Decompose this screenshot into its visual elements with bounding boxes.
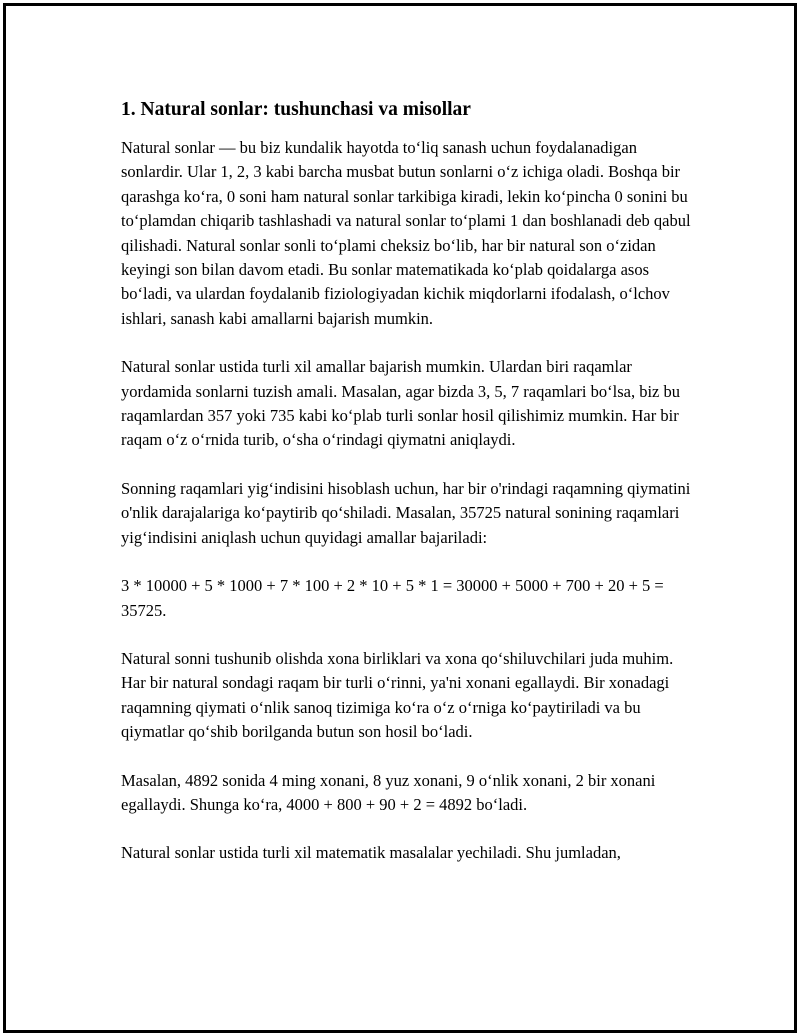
paragraph-problems: Natural sonlar ustida turli xil matematik masalalar yechiladi. Shu jumladan, [121,843,621,863]
paragraph-place-value: Natural sonni tushunib olishda xona birliklari va xona qo‘shiluvchilari juda muhim. Har bir natural sondagi raqam bir turli o‘rinni, ya'ni xonani egallaydi. Bir xonadagi raqamning qiymati o‘nlik sanoq tizimiga ko‘ra o‘z o‘rniga ko‘paytiriladi va bu qiymatlar qo‘shib borilganda butun son hosil bo‘ladi. [121,648,674,742]
paragraph-example: Masalan, 4892 sonida 4 ming xonani, 8 yuz xonani, 9 o‘nlik xonani, 2 bir xonani egallaydi. Shunga ko‘ra, 4000 + 800 + 90 + 2 = 4892 bo‘ladi. [121,770,656,814]
paragraph-digit-sum: Sonning raqamlari yig‘indisini hisoblash uchun, har bir o'rindagi raqamning qiymatini o'nlik darajalariga ko‘paytirib qo‘shiladi. Masalan, 35725 natural sonining raqamlari yig‘indisini aniqlash uchun quyidagi amallar bajariladi: [121,478,691,547]
paragraph-formula: 3 * 10000 + 5 * 1000 + 7 * 100 + 2 * 10 + 5 * 1 = 30000 + 5000 + 700 + 20 + 5 = 35725. [121,576,664,620]
paragraph-definition: Natural sonlar — bu biz kundalik hayotda to‘liq sanash uchun foydalanadigan sonlardir. Ular 1, 2, 3 kabi barcha musbat butun sonlarni o‘z ichiga oladi. Boshqa bir qarashga ko‘ra, 0 soni ham natural sonlar tarkibiga kiradi, lekin ko‘pincha 0 sonini bu to‘plamdan chiqarib tashlashadi va natural sonlar to‘plami 1 dan boshlanadi deb qabul qilishadi. Natural sonlar sonli to‘plami cheksiz bo‘lib, har bir natural son o‘zidan keyingi son bilan davom etadi. Bu sonlar matematikada ko‘plab qoidalarga asos bo‘ladi, va ulardan foydalanib fiziologiyadan kichik miqdorlarni ifodalash, o‘lchov ishlari, sanash kabi amallarni bajarish mumkin. [121,138,691,328]
page [3,3,797,1033]
document-body [121,98,696,890]
paragraph-operations: Natural sonlar ustida turli xil amallar bajarish mumkin. Ulardan biri raqamlar yordamida sonlarni tuzish amali. Masalan, agar bizda 3, 5, 7 raqamlari bo‘lsa, biz bu raqamlardan 357 yoki 735 kabi ko‘plab turli sonlar hosil qilishimiz mumkin. Har bir raqam o‘z o‘rnida turib, o‘sha o‘rindagi qiymatni aniqlaydi. [121,357,680,450]
section-title: 1. Natural sonlar: tushunchasi va misollar [121,99,471,120]
